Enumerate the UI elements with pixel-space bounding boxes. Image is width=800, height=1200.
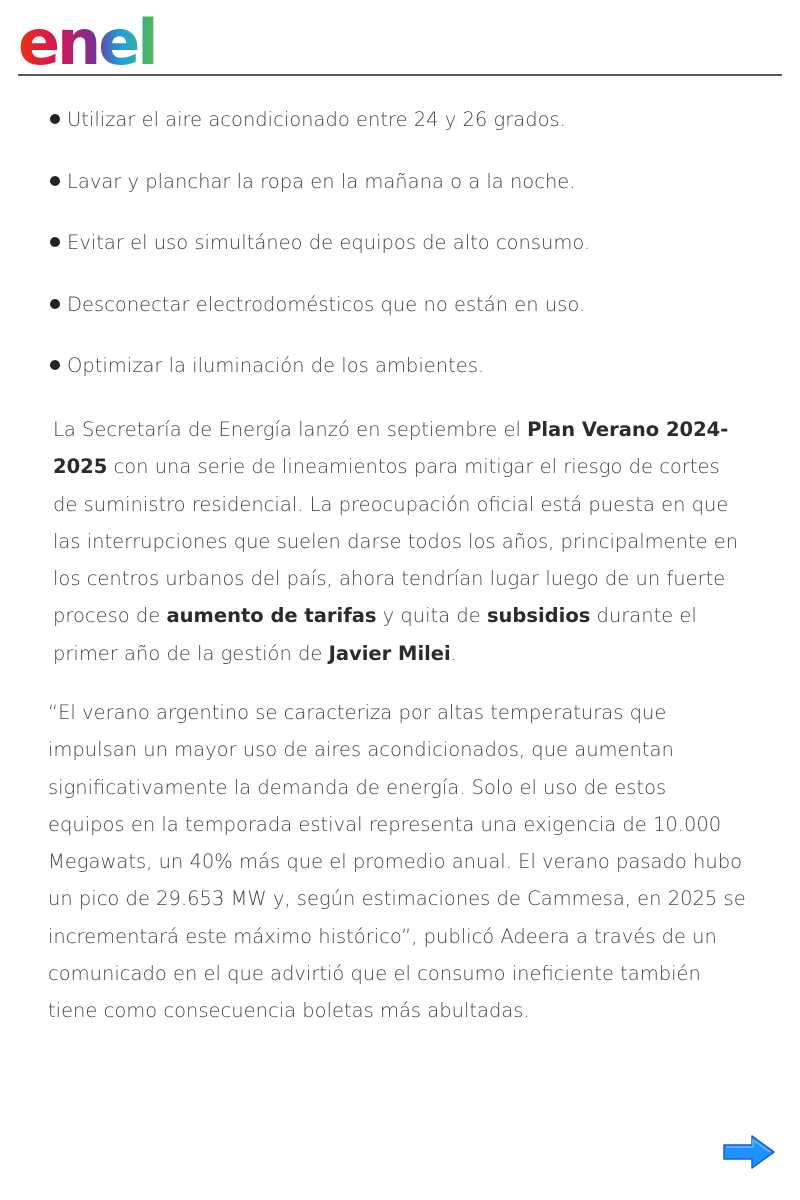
plan-verano-highlight: Plan Verano 2024-2025 <box>53 418 729 479</box>
bullet-icon <box>50 114 60 124</box>
list-item <box>50 289 750 351</box>
tip-text: Desconectar electrodomésticos que no están en uso. <box>67 292 586 316</box>
bullet-icon <box>50 299 60 309</box>
bullet-icon <box>50 176 60 186</box>
paragraph-text: . <box>450 641 457 665</box>
tariff-increase-highlight: aumento de tarifas <box>166 604 377 628</box>
tips-list <box>50 104 750 412</box>
javier-milei-highlight: Javier Milei <box>328 641 451 665</box>
tip-text: Optimizar la iluminación de los ambientes. <box>67 354 485 377</box>
paragraph-text: La Secretaría de Energía lanzó en septiembre el <box>53 418 528 441</box>
list-item <box>50 104 750 166</box>
arrow-right-icon[interactable] <box>724 1136 774 1168</box>
subsidies-highlight: subsidios <box>486 604 591 628</box>
list-item <box>50 166 750 228</box>
tip-text: Evitar el uso simultáneo de equipos de alto consumo. <box>67 231 591 254</box>
next-arrow-button[interactable] <box>722 1134 776 1170</box>
enel-logo <box>18 8 170 68</box>
header <box>18 0 782 76</box>
paragraph-text: y quita de <box>376 604 487 628</box>
list-item <box>50 350 750 412</box>
bullet-icon <box>50 360 60 370</box>
list-item <box>50 227 750 289</box>
paragraph-text: con una serie de lineamientos para mitigar el riesgo de cortes de suministro residencial. La preocupación oficial está puesta en que las interrupciones que suelen darse todos los años, principalmente en los centros urbanos del país, ahora tendrían lugar luego de un fuerte proceso de <box>53 455 739 628</box>
bullet-icon <box>50 237 60 247</box>
tip-text: Utilizar el aire acondicionado entre 24 y 26 grados. <box>67 108 566 131</box>
tip-text: Lavar y planchar la ropa en la mañana o a la noche. <box>67 169 576 193</box>
article-paragraph <box>53 411 743 672</box>
paragraph-text: durante el primer año de la gestión de <box>53 604 697 665</box>
svg-text:enel: enel <box>18 8 156 68</box>
quote-paragraph: “El verano argentino se caracteriza por altas temperaturas que impulsan un mayor uso de aires acondicionados, que aumentan significativamente la demanda de energía. Solo el uso de estos equipos en la temporada estival representa una exigencia de 10.000 Megawats, un 40% más que el promedio anual. El verano pasado hubo un pico de 29.653 MW y, según estimaciones de Cammesa, en 2025 se incrementará este máximo histórico”, publicó Adeera a través de un comunicado en el que advirtió que el consumo ineficiente también tiene como consecuencia boletas más abultadas. <box>48 701 746 1023</box>
